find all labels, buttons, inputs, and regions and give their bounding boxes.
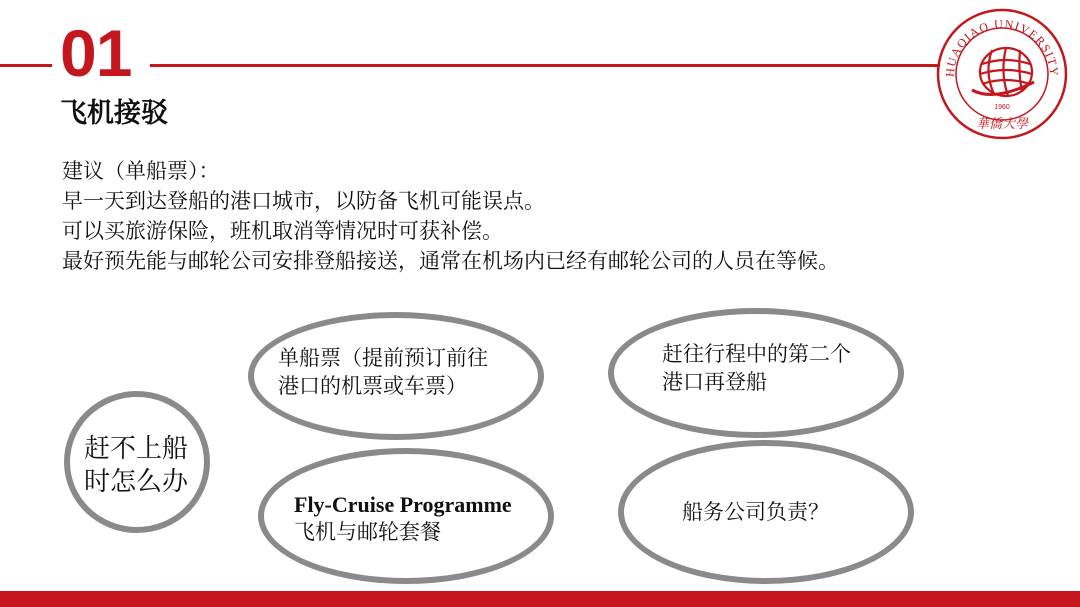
option-bubble-fly-cruise	[258, 448, 554, 584]
header-rule-right	[150, 64, 940, 67]
logo-chinese: 華僑大學	[975, 117, 1029, 132]
option-bubble-second-port	[608, 308, 904, 438]
body-line: 建议（单船票）：	[62, 159, 220, 183]
option-line-english: Fly-Cruise Programme	[294, 492, 512, 517]
header-rule-left	[0, 64, 52, 67]
body-line: 最好预先能与邮轮公司安排登船接送，通常在机场内已经有邮轮公司的人员在等候。	[62, 249, 839, 273]
logo-year: 1960	[994, 104, 1010, 111]
question-line: 时怎么办	[84, 467, 189, 497]
option-line: 港口再登船	[662, 370, 767, 394]
body-line: 早一天到达登船的港口城市，以防备飞机可能误点。	[62, 189, 545, 213]
option-bubble-shipping-company	[618, 440, 914, 584]
question-bubble	[64, 391, 210, 533]
option-line: 船务公司负责？	[682, 500, 829, 524]
footer-bar	[0, 591, 1080, 607]
body-text	[62, 156, 1022, 276]
option-line: 赶往行程中的第二个	[662, 342, 851, 366]
body-line: 可以买旅游保险，班机取消等情况时可获补偿。	[62, 219, 503, 243]
section-number: 01	[60, 16, 132, 90]
option-line: 港口的机票或车票）	[278, 374, 467, 398]
university-logo	[934, 6, 1070, 142]
question-line: 赶不上船	[84, 434, 189, 464]
option-bubble-single-ticket	[248, 312, 544, 440]
option-line: 飞机与邮轮套餐	[294, 520, 441, 544]
option-line: 单船票（提前预订前往	[278, 346, 488, 370]
logo-text: HUAQIAO UNIVERSITY	[942, 16, 1062, 78]
section-title: 飞机接驳	[60, 98, 168, 129]
